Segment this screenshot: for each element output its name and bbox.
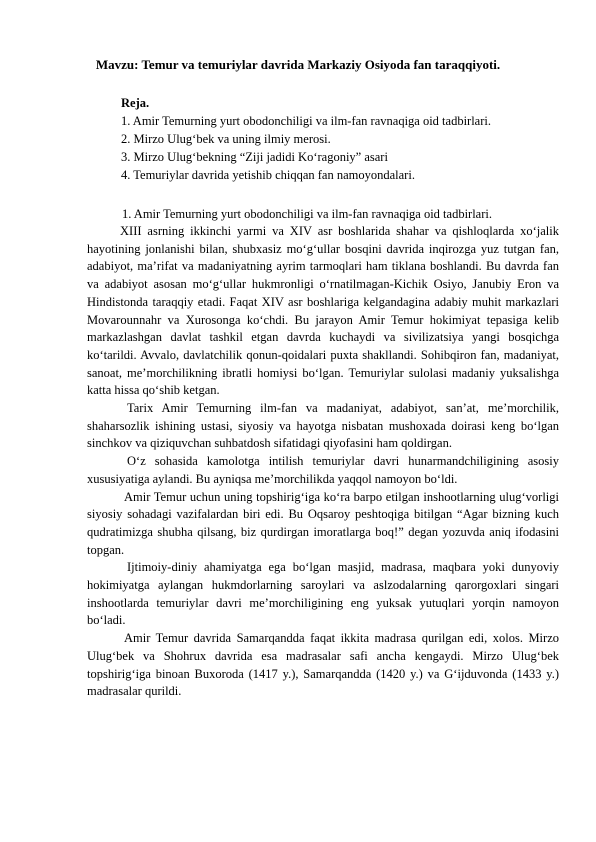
- paragraph: Amir Temur davrida Samarqandda faqat ikkita madrasa qurilgan edi, xolos. Mirzo Ulug‘bek va Shohrux davrida esa madrasalar safi ancha kengaydi. Mirzo Ulug‘bek topshirig‘iga binoan Buxoroda (1417 y.), Samarqandda (1420 y.) va G‘ijduvonda (1433 y.) madrasalar qurildi.: [87, 631, 559, 699]
- plan-list: [121, 112, 491, 184]
- paragraph: Amir Temur uchun uning topshirig‘iga ko‘ra barpo etilgan inshootlarning ulug‘vorligi siyosiy sohadagi vazifalardan biri edi. Bu Oqsaroy peshtoqiga bitilgan “Agar bizning kuch qudratimizga shubha qilsang, biz qurdirgan imoratlarga boq!” degan yozuvda aniq ifodasini topgan.: [87, 489, 559, 557]
- plan-item: 1. Amir Temurning yurt obodonchiligi va ilm-fan ravnaqiga oid tadbirlari.: [121, 114, 491, 128]
- document-title: Mavzu: Temur va temuriylar davrida Markaziy Osiyoda fan taraqqiyoti.: [95, 57, 501, 72]
- paragraph: Tarix Amir Temurning ilm-fan va madaniyat, adabiyot, san’at, me’morchilik, shaharsozlik ishining ustasi, siyosiy va hayotga nisbatan mushoxada doirasi keng bo‘lgan sinchkov va qiziquvchan suhbatdosh sifatidagi qiyofasini ham qoldirgan.: [87, 401, 559, 451]
- paragraph: O‘z sohasida kamolotga intilish temuriylar davri hunarmandchiligining asosiy xususiyatiga aylandi. Bu ayniqsa me’morchilikda yaqqol namoyon bo‘ldi.: [87, 454, 559, 486]
- paragraph: Ijtimoiy-diniy ahamiyatga ega bo‘lgan masjid, madrasa, maqbara yoki dunyoviy hokimiyatga aylangan hukmdorlarning saroylari va aslzodalarning qarorgoxlari singari inshootlarda temuriylar davri me’morchiligining eng yuksak yutuqlari yorqin namoyon bo‘ladi.: [87, 560, 559, 628]
- section-heading: 1. Amir Temurning yurt obodonchiligi va ilm-fan ravnaqiga oid tadbirlari.: [122, 207, 492, 221]
- plan-heading: Reja.: [121, 96, 150, 110]
- plan-item: 4. Temuriylar davrida yetishib chiqqan fan namoyondalari.: [121, 168, 415, 182]
- plan-item: 3. Mirzo Ulug‘bekning “Ziji jadidi Ko‘ragoniy” asari: [121, 150, 388, 164]
- plan-item: 2. Mirzo Ulug‘bek va uning ilmiy merosi.: [121, 132, 331, 146]
- section-body: [87, 206, 559, 701]
- paragraph: XIII asrning ikkinchi yarmi va XIV asr boshlarida shahar va qishloqlarda xo‘jalik hayotining jonlanishi bilan, shubxasiz mo‘g‘ullar bosqini davrida inqirozga yuz tutgan fan, adabiyot, ma’rifat va madaniyatning ayrim tarmoqlari ham tiklana boshlandi. Bu davrda fan va adabiyot asosan mo‘g‘ullar hukmronligi o‘rnatilmagan-Kichik Osiyo, Janubiy Eron va Hindistonda taraqqiy etadi. Faqat XIV asr boshlariga kelgandagina adabiy muhit markazlari Movarounnahr va Xurosonga ko‘chdi. Bu jarayon Amir Temur hokimiyat tepasiga kelib markazlashgan davlat tashkil etgan davrda kuchaydi va sivilizatsiya yangi bosqichga ko‘tarildi. Avvalo, davlatchilik qonun-qoidalari puxta shakllandi. Sohibqiron fan, madaniyat, sanoat, me’morchilikning ibratli homiysi bo‘lgan. Temuriylar sulolasi madaniy yuksalishga katta hissa qo‘shib ketgan.: [87, 224, 559, 398]
